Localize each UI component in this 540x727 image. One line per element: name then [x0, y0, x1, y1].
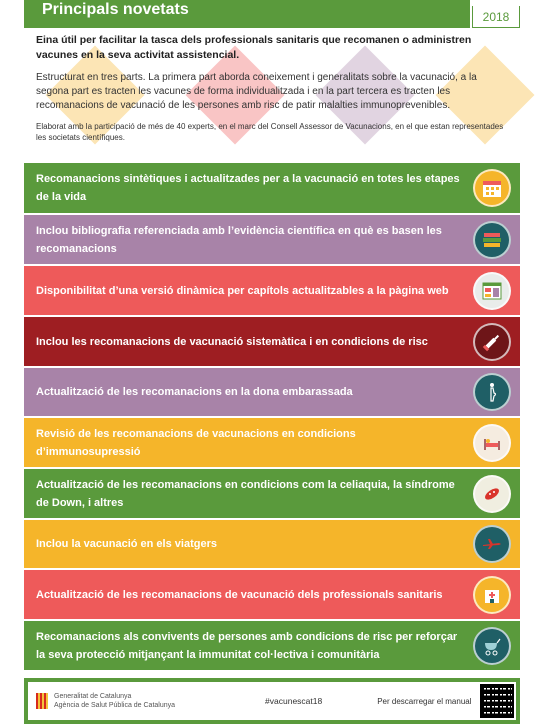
gencat-label: Generalitat de Catalunya	[54, 693, 132, 700]
feature-row	[24, 163, 520, 215]
agency-name	[54, 692, 175, 710]
intro-note: Elaborat amb la participació de més de 40 experts, en el marc del Consell Assessor de Vacunacions, en el que estan representades les societats científiques.	[36, 122, 504, 142]
feature-text: Disponibilitat d’una versió dinàmica per capítols actualitzables a la pàgina web	[36, 284, 449, 297]
feature-row	[24, 570, 520, 621]
feature-text: Recomanacions als convivents de persones amb condicions de risc per reforçar la seva protecció mitjançant la immunitat col·lectiva i comunitària	[36, 630, 458, 661]
feature-row	[24, 418, 520, 469]
feature-text: Inclou les recomanacions de vacunació sistemàtica i en condicions de risc	[36, 335, 428, 348]
footer-inner	[28, 682, 516, 720]
agency-label: Agència de Salut Pública de Catalunya	[54, 702, 176, 709]
calendar-icon	[473, 169, 511, 207]
feature-text: Actualització de les recomanacions en condicions com la celiaquia, la síndrome de Down, i altres	[36, 478, 455, 509]
feature-row	[24, 266, 520, 317]
intro-lead: Eina útil per facilitar la tasca dels professionals sanitaris que recomanen o administren vacunes en la seva activitat assistencial.	[36, 34, 472, 61]
page-title: Principals novetats	[24, 0, 470, 28]
feature-text: Recomanacions sintètiques i actualitzades per a la vacunació en totes les etapes de la vida	[36, 173, 460, 203]
feature-row	[24, 215, 520, 266]
feature-row	[24, 621, 520, 672]
feature-row	[24, 317, 520, 368]
qr-code-icon[interactable]	[480, 684, 514, 718]
bacteria-icon	[473, 475, 511, 513]
download-label: Per descarregar el manual	[377, 696, 472, 706]
generalitat-logo	[36, 693, 48, 709]
hospital-icon	[473, 576, 511, 614]
intro-body: Estructurat en tres parts. La primera part aborda coneixement i generalitats sobre la vacunació, a la segona part es tracten les vacunes de forma individualitzada i en la part tercera es tracten les recomanacions de vacunació de les persones amb risc de patir malalties immunoprevenibles.	[36, 72, 477, 111]
feature-text: Actualització de les recomanacions de vacunació dels professionals sanitaris	[36, 588, 443, 601]
intro	[36, 33, 506, 143]
feature-row	[24, 520, 520, 570]
header	[24, 0, 520, 28]
feature-text: Inclou bibliografia referenciada amb l’evidència científica en què es basen les recomanacions	[36, 224, 442, 255]
footer	[24, 678, 520, 724]
feature-text: Actualització de les recomanacions en la dona embarassada	[36, 386, 353, 398]
feature-row	[24, 368, 520, 418]
feature-row	[24, 469, 520, 520]
pregnant-woman-icon	[473, 373, 511, 411]
baby-stroller-icon	[473, 627, 511, 665]
airplane-icon	[473, 525, 511, 563]
feature-text: Revisió de les recomanacions de vacunacions en condicions d’immunosupressió	[36, 427, 356, 458]
features-list	[24, 163, 520, 672]
webpage-icon	[473, 272, 511, 310]
syringe-icon	[473, 323, 511, 361]
year-badge: 2018	[472, 6, 520, 28]
hospital-bed-icon	[473, 424, 511, 462]
books-icon	[473, 221, 511, 259]
feature-text: Inclou la vacunació en els viatgers	[36, 538, 217, 550]
hashtag: #vacunescat18	[265, 696, 323, 706]
